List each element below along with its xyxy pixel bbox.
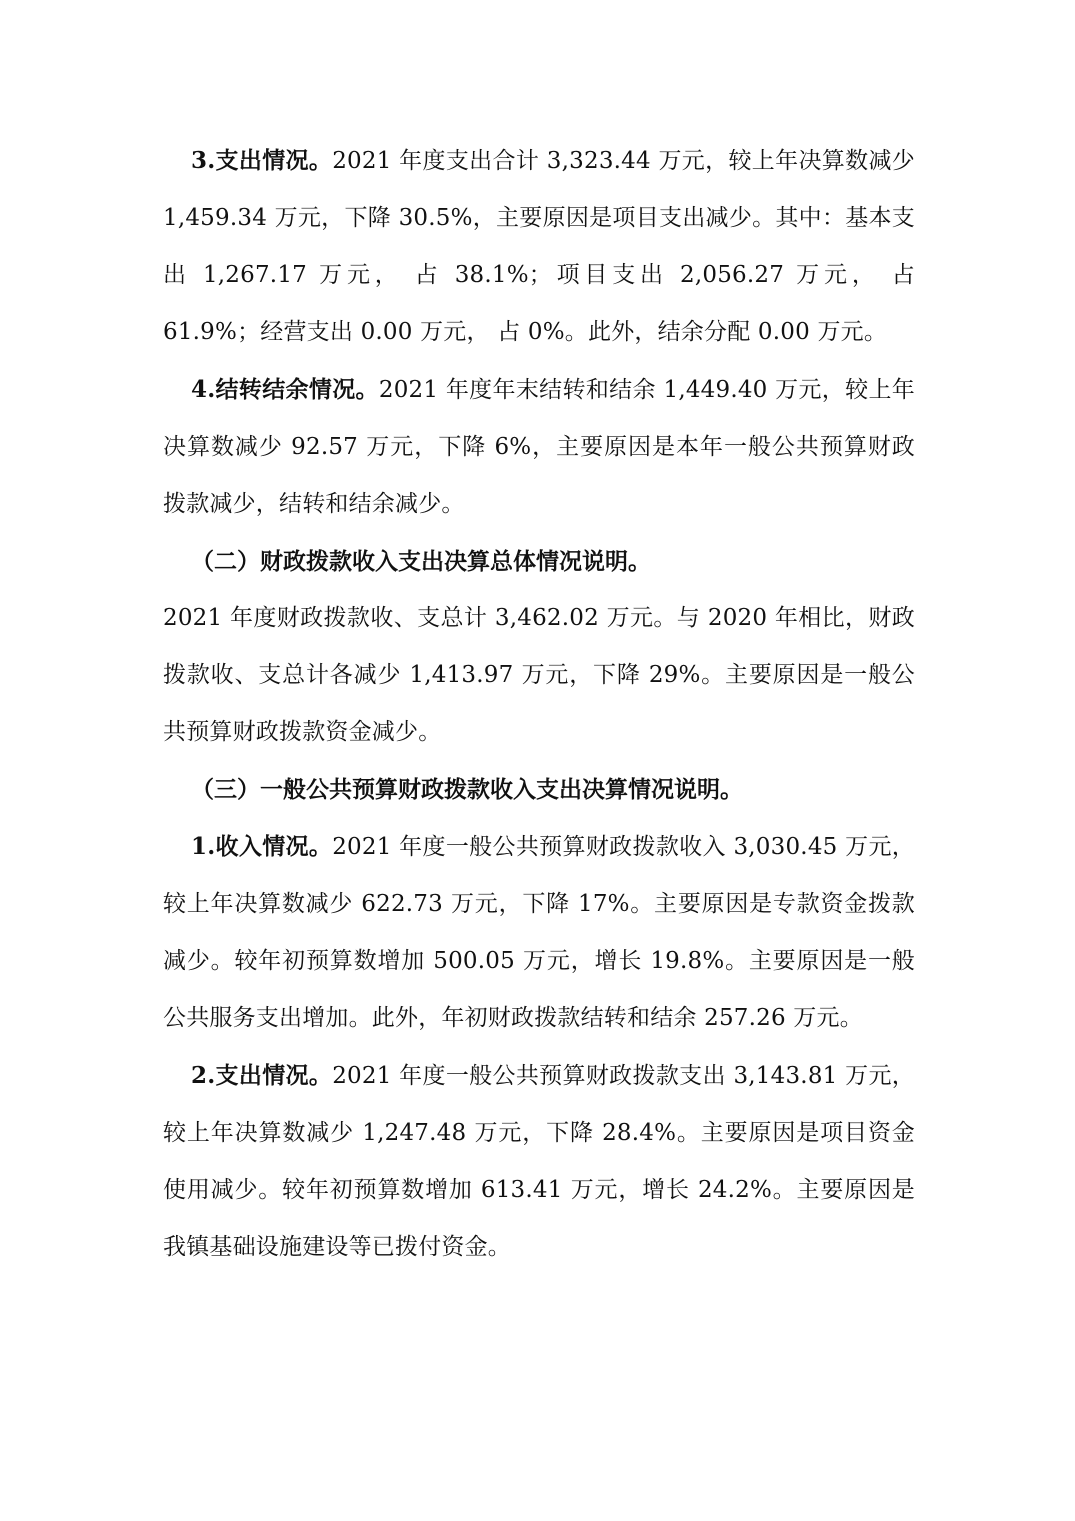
paragraph-text: 2021 年度一般公共预算财政拨款收入 3,030.45 万元，较上年决算数减少 622.73 万元，下降 17%。主要原因是专款资金拨款减少。较年初预算数增加 500.05 万元，增长 19.8%。主要原因是一般公共服务支出增加。此外，年初财政拨款结转和结余 257.26 万元。 <box>163 834 915 1031</box>
paragraph-fiscal-total <box>163 590 915 761</box>
paragraph-lead: 4.结转结余情况。 <box>191 376 379 403</box>
paragraph-text: 2021 年度一般公共预算财政拨款支出 3,143.81 万元，较上年决算数减少 1,247.48 万元，下降 28.4%。主要原因是项目资金使用减少。较年初预算数增加 613.41 万元，增长 24.2%。主要原因是我镇基础设施建设等已拨付资金。 <box>163 1063 915 1260</box>
paragraph-lead: 1.收入情况。 <box>191 833 333 860</box>
document-page <box>163 132 915 1276</box>
paragraph-lead: 3.支出情况。 <box>191 147 333 174</box>
paragraph-text: 2021 年度支出合计 3,323.44 万元，较上年决算数减少 1,459.34 万元，下降 30.5%，主要原因是项目支出减少。其中：基本支出 1,267.17 万元， 占 38.1%；项目支出 2,056.27 万元， 占 61.9%；经营支出 0.00 万元， 占 0%。此外，结余分配 0.00 万元。 <box>163 148 915 345</box>
paragraph-general-expenditure <box>163 1047 915 1276</box>
paragraph-lead: 2.支出情况。 <box>191 1062 333 1089</box>
paragraph-text: 2021 年度年末结转和结余 1,449.40 万元，较上年决算数减少 92.57 万元，下降 6%，主要原因是本年一般公共预算财政拨款减少，结转和结余减少。 <box>163 377 916 517</box>
section-heading-3: （三）一般公共预算财政拨款收入支出决算情况说明。 <box>191 776 743 803</box>
paragraph-expenditure <box>163 132 915 361</box>
paragraph-text: 2021 年度财政拨款收、支总计 3,462.02 万元。与 2020 年相比，财政拨款收、支总计各减少 1,413.97 万元，下降 29%。主要原因是一般公共预算财政拨款资金减少。 <box>163 605 915 745</box>
section-heading-2: （二）财政拨款收入支出决算总体情况说明。 <box>191 548 651 575</box>
paragraph-carryover <box>163 361 915 533</box>
paragraph-income <box>163 818 915 1047</box>
